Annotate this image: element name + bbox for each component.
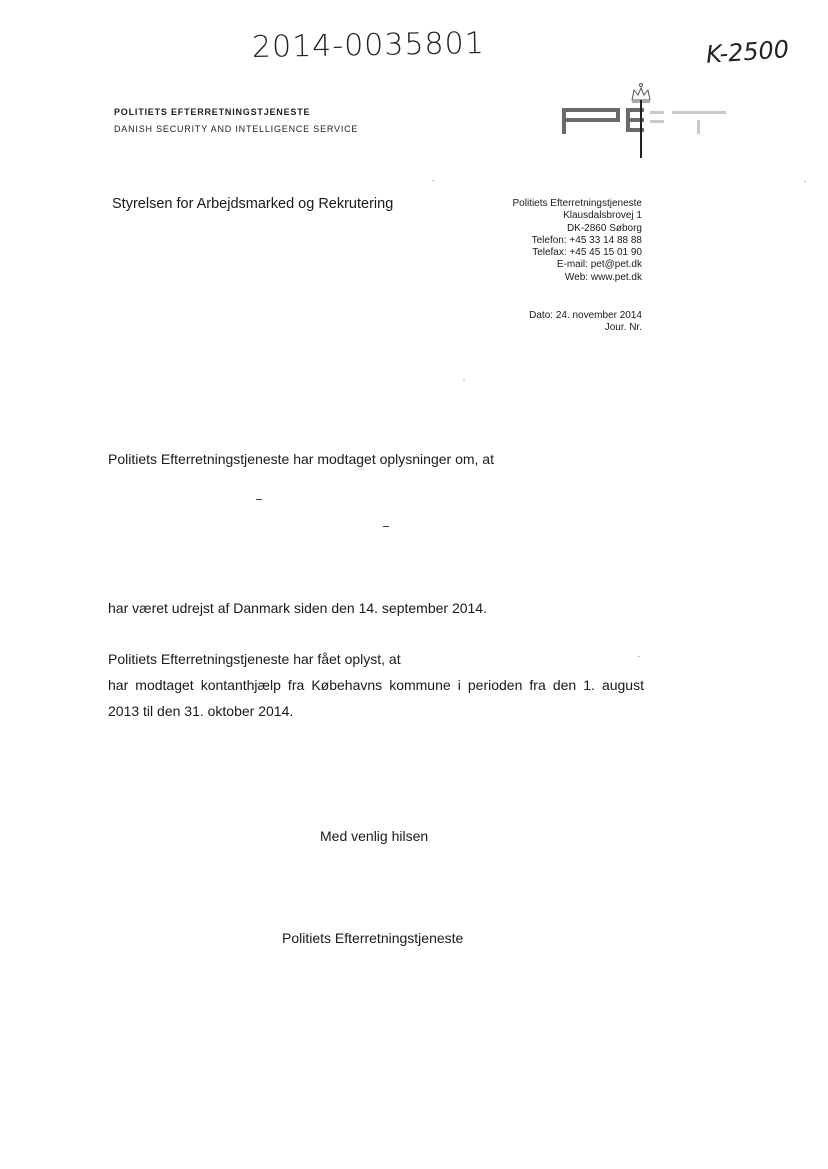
logo-divider	[640, 100, 642, 158]
sender-line: Telefax: +45 45 15 01 90	[532, 247, 642, 259]
logo-letter-p	[562, 108, 620, 134]
recipient-name: Styrelsen for Arbejdsmarked og Rekrutering	[112, 196, 394, 212]
letter-date: Dato: 24. november 2014	[529, 310, 642, 321]
sender-address	[512, 198, 642, 284]
logo-letter-t	[650, 111, 726, 134]
redaction-mark	[256, 499, 262, 500]
scan-speck	[463, 379, 465, 380]
body-info-paragraph	[108, 646, 644, 724]
info-line: Politiets Efterretningstjeneste har fået oplyst, at	[108, 651, 401, 667]
org-name-danish: POLITIETS EFTERRETNINGSTJENESTE	[114, 107, 311, 117]
journal-number: Jour. Nr.	[604, 322, 642, 334]
pet-logo	[560, 80, 730, 160]
info-line: 2013 til den 31. oktober 2014.	[108, 703, 294, 719]
sender-line: DK-2860 Søborg	[566, 222, 642, 234]
sender-line: Klausdalsbrovej 1	[563, 210, 642, 222]
closing-signature: Politiets Efterretningstjeneste	[282, 930, 464, 946]
closing-greeting: Med venlig hilsen	[320, 828, 429, 844]
date-block	[529, 310, 642, 335]
logo-text: PET	[560, 159, 562, 160]
body-departed: har været udrejst af Danmark siden den 14. september 2014.	[108, 600, 487, 616]
sender-line: Web: www.pet.dk	[564, 271, 642, 283]
scan-speck	[638, 656, 640, 657]
org-name-english: DANISH SECURITY AND INTELLIGENCE SERVICE	[114, 124, 359, 134]
sender-line: Politiets Efterretningstjeneste	[512, 198, 642, 209]
redaction-mark	[383, 526, 389, 527]
crown-icon	[632, 84, 650, 103]
sender-line: E-mail: pet@pet.dk	[556, 259, 642, 271]
info-line: har modtaget kontanthjælp fra Købehavns kommune i perioden fra den 1. august	[108, 677, 644, 693]
scan-speck	[432, 180, 434, 181]
handwritten-case-number: 2014-0035801	[251, 25, 486, 66]
sender-line: Telefon: +45 33 14 88 88	[531, 234, 642, 246]
handwritten-reference: K-2500	[705, 35, 790, 69]
body-intro: Politiets Efterretningstjeneste har modtaget oplysninger om, at	[108, 451, 494, 467]
scan-speck	[804, 181, 806, 182]
